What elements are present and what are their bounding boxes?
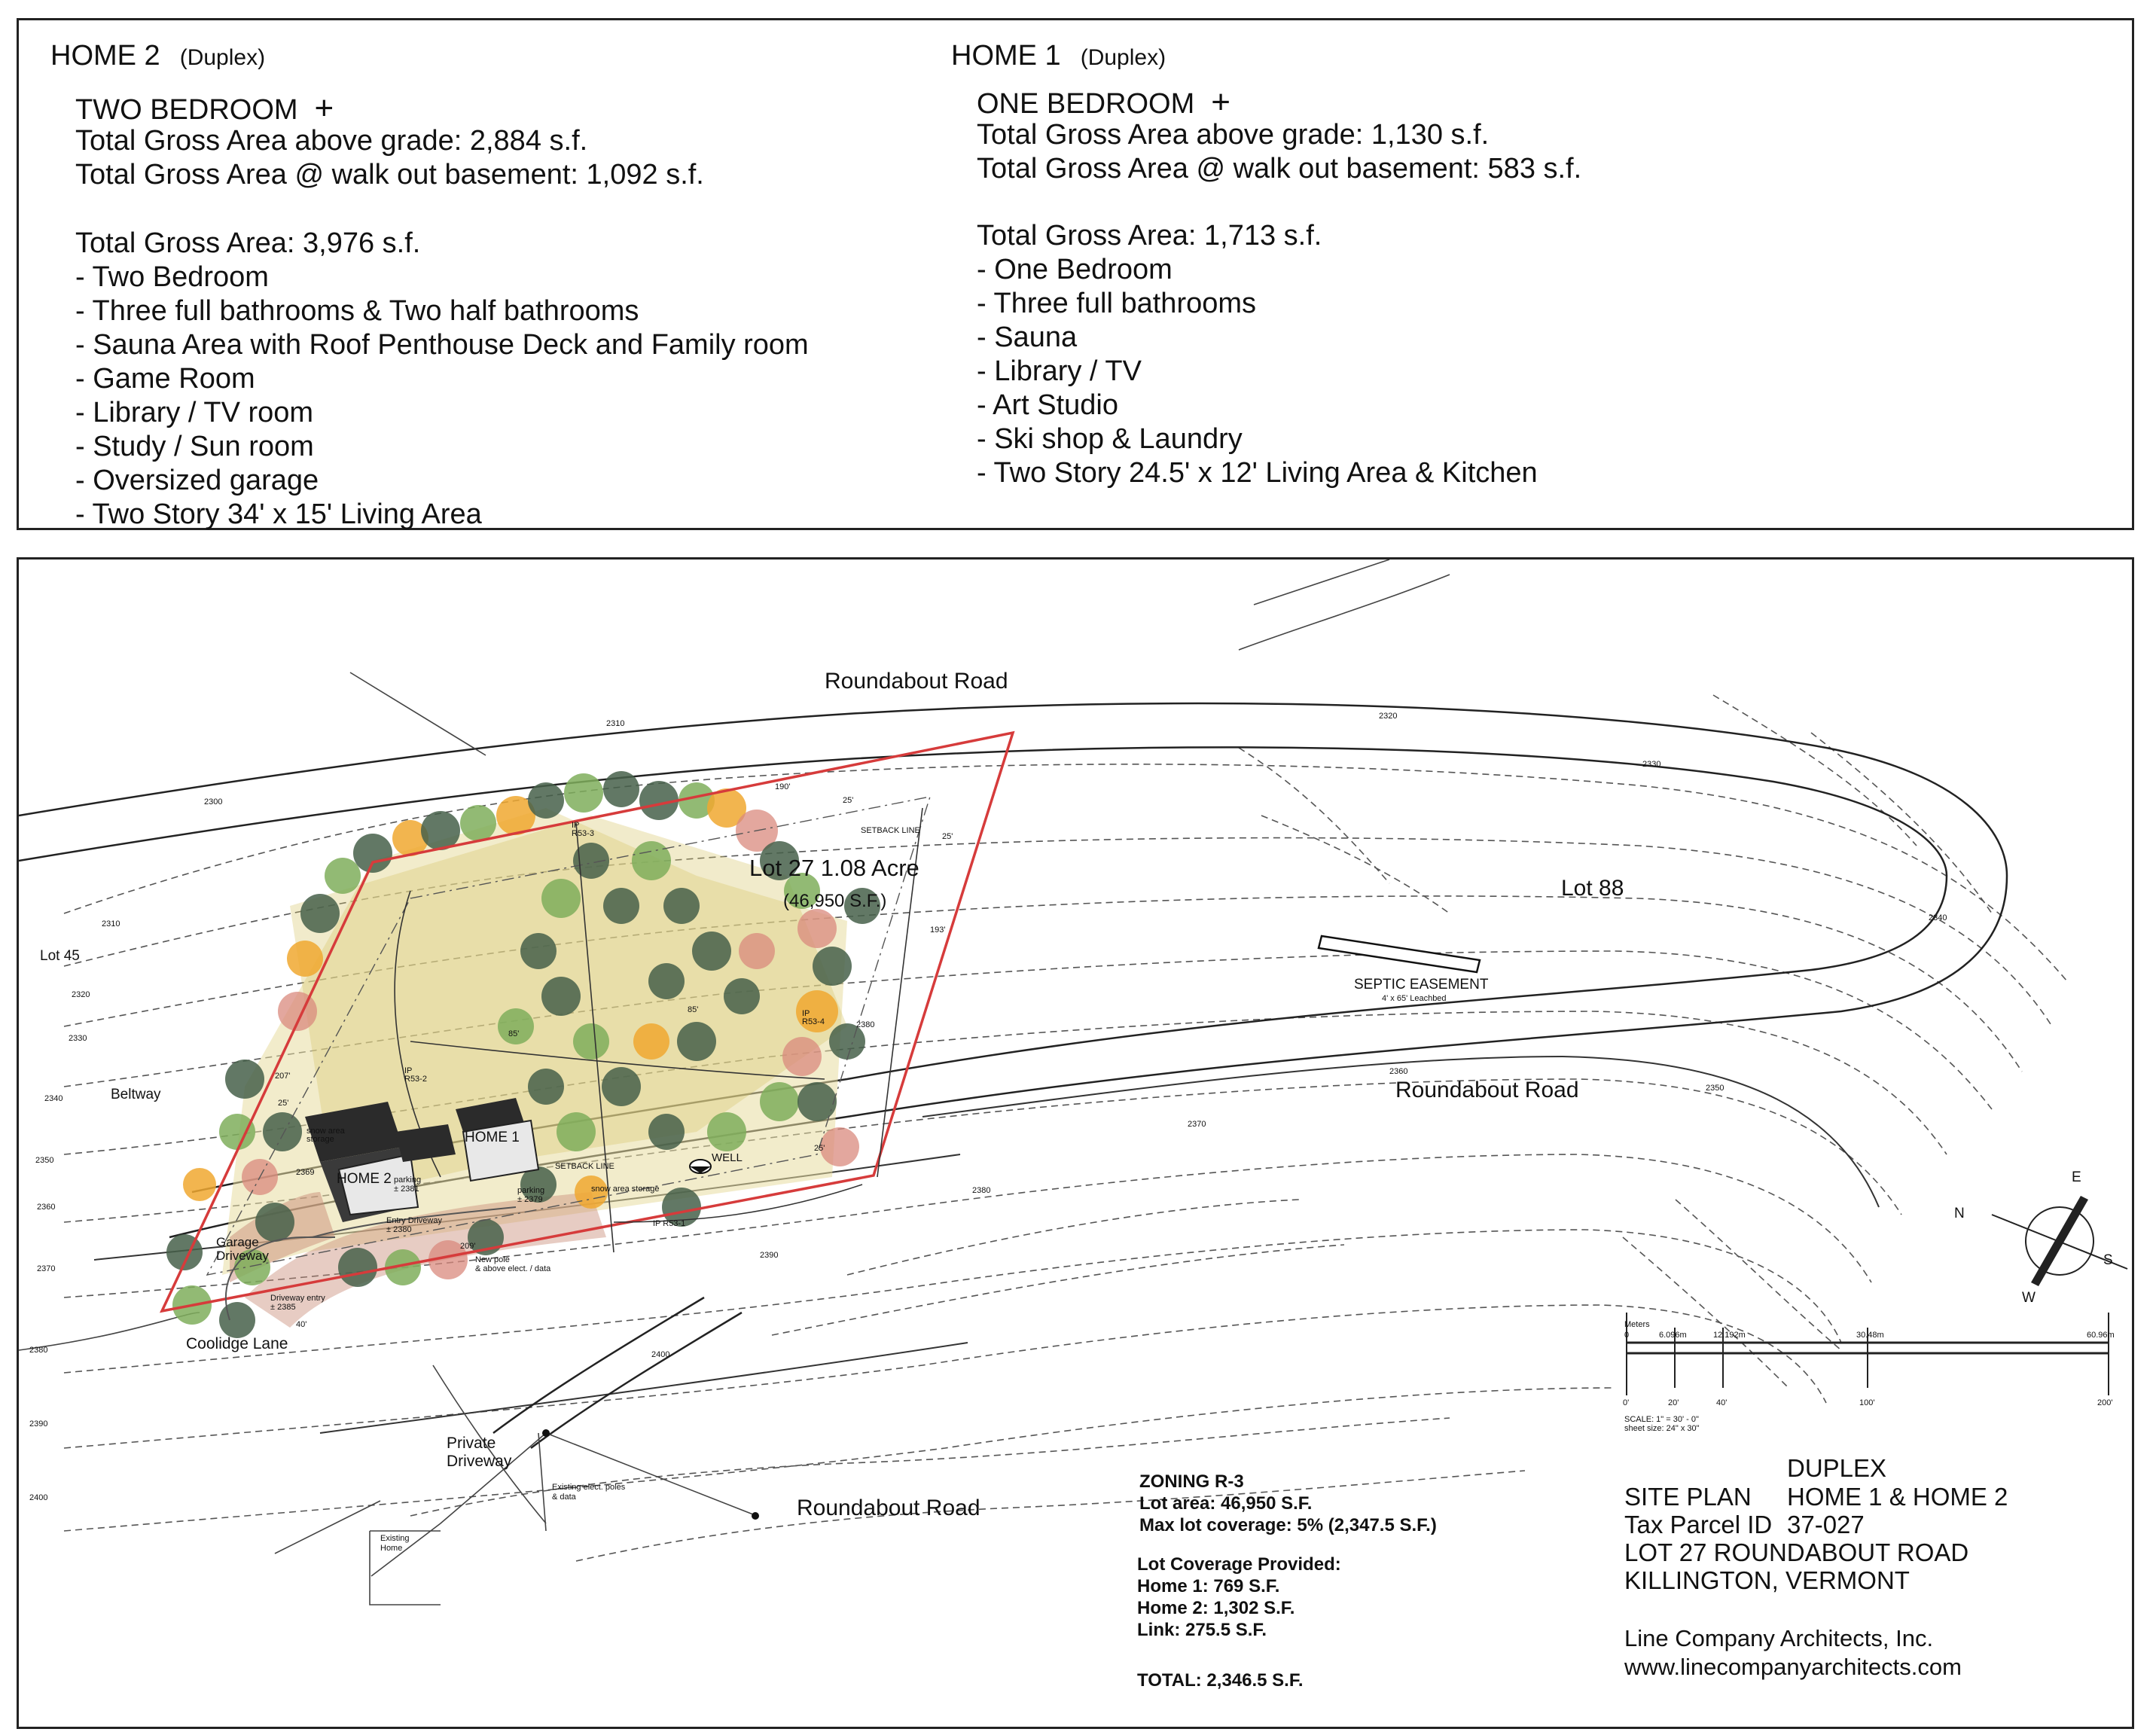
firm-url[interactable]: www.linecompanyarchitects.com [1624,1654,1962,1680]
scale-units: Meters [1624,1320,1650,1329]
home1-bedroom-label: ONE BEDROOM [977,88,1195,120]
contour-label: 2370 [37,1264,56,1273]
new-pole-label [475,1255,550,1273]
entry-driveway-line1: Entry Driveway [386,1216,442,1225]
entry-driveway-label [386,1216,442,1234]
garage-driveway-line1: Garage [216,1235,259,1249]
zoning-max-coverage: Max lot coverage: 5% (2,347.5 S.F.) [1139,1515,1437,1535]
private-driveway-line1: Private [447,1435,496,1452]
home2-area-total: Total Gross Area: 3,976 s.f. [75,227,421,259]
contour-label: 2380 [29,1346,48,1355]
contour-label: 2360 [37,1203,56,1212]
beltway-label: Beltway [111,1087,161,1102]
home1-heading [951,40,1166,72]
dimension-209: 209' [460,1242,476,1251]
home-1-label: HOME 1 [465,1130,520,1145]
elevation-2369: 2369 [296,1168,315,1177]
contour-label: 2300 [204,797,223,807]
scale-note [1624,1415,1700,1433]
dimension-40: 40' [296,1320,307,1329]
scale-metric-label: 0 [1624,1331,1630,1340]
title-duplex: DUPLEX [1787,1454,1887,1482]
home2-title: HOME 2 [50,40,160,72]
contour-label: 2350 [35,1156,54,1165]
contour-label: 2390 [29,1419,48,1429]
setback-label-top: SETBACK LINE [861,826,920,835]
home1-plus: + [1211,84,1230,120]
parking-1-elevation: ± 2381 [394,1185,419,1194]
contour-label: 2400 [29,1493,48,1502]
home1-area-total: Total Gross Area: 1,713 s.f. [977,220,1322,252]
contour-label: 2360 [1389,1067,1408,1076]
coverage-home2: Home 2: 1,302 S.F. [1137,1598,1295,1618]
existing-poles-line1: Existing elect. poles [552,1483,626,1492]
home2-areas [75,124,704,192]
contour-label: 2400 [651,1350,670,1359]
existing-poles-line2: & data [552,1493,576,1502]
scale-note-line2: sheet size: 24" x 30" [1624,1424,1700,1433]
scale-feet-label: 40' [1716,1398,1728,1407]
parking-2-line1: parking [517,1186,545,1195]
dimension-85-a: 85' [508,1029,520,1038]
contour-label: 2310 [102,919,120,928]
home2-plus: + [314,90,334,127]
dimension-25-c: 25' [814,1144,825,1153]
dimension-25-a: 25' [843,796,854,805]
parking-2-elevation: ± 2379 [517,1195,543,1204]
program-panel [17,18,2134,530]
parking-1-line1: parking [394,1175,422,1185]
home2-feature: - Three full bathrooms & Two half bathrooms [75,295,639,327]
parking-label-1 [394,1175,421,1194]
home2-heading [50,40,265,72]
scale-feet-label: 0' [1623,1398,1630,1407]
contour-label: 2310 [606,719,625,728]
dimension-193: 193' [930,925,946,935]
compass-s: S [2103,1252,2113,1268]
road-label-top: Roundabout Road [825,669,1008,694]
dimension-25-d: 25' [278,1099,289,1108]
coverage-provided: Lot Coverage Provided: [1137,1554,1341,1575]
home1-feature: - Library / TV [977,355,1142,387]
dimension-25-b: 25' [942,832,953,841]
home2-features [75,227,809,532]
home2-feature: - Study / Sun room [75,431,314,462]
garage-driveway-label [216,1236,269,1263]
parking-label-2 [517,1186,544,1204]
home2-feature: - Game Room [75,363,255,395]
lot-88-label: Lot 88 [1561,876,1624,901]
setback-label-bottom: SETBACK LINE [555,1162,614,1171]
lot-27-label: Lot 27 1.08 Acre [749,855,919,881]
driveway-entry-elevation: ± 2385 [270,1303,296,1312]
home2-feature: - Oversized garage [75,465,319,496]
contour-label: 2340 [44,1094,63,1103]
contour-label: 2370 [1188,1120,1206,1129]
home2-bedroom [75,90,334,127]
contour-label: 2350 [1706,1084,1724,1093]
home1-feature: - Three full bathrooms [977,288,1257,319]
private-driveway-label [447,1435,511,1471]
new-pole-line1: New pole [475,1255,510,1264]
scale-note-line1: SCALE: 1" = 30' - 0" [1624,1415,1699,1424]
home1-type: (Duplex) [1080,45,1166,70]
home2-feature: - Two Bedroom [75,261,269,293]
zoning-title: ZONING R-3 [1139,1471,1244,1492]
private-driveway-line2: Driveway [447,1453,512,1470]
title-town: KILLINGTON, VERMONT [1624,1566,1910,1594]
zoning-lot-area: Lot area: 46,950 S.F. [1139,1493,1313,1514]
septic-leachbed-label: 4' x 65' Leachbed [1382,994,1447,1003]
scale-feet-label: 100' [1859,1398,1875,1407]
iron-pin-2-line2: R53-2 [404,1075,427,1084]
contour-label: 2330 [69,1034,87,1043]
scale-bar [1627,1313,2109,1395]
contour-label: 2320 [72,990,90,999]
compass-e: E [2072,1169,2081,1185]
north-arrow-icon [1992,1196,2127,1286]
compass-n: N [1954,1206,1965,1221]
snow-storage-label-2: snow area storage [591,1185,660,1194]
driveway-entry-label [270,1294,325,1312]
iron-pin-3-line2: R53-4 [802,1017,825,1026]
title-tax-id: 37-027 [1787,1511,1865,1538]
home1-area-basement: Total Gross Area @ walk out basement: 583 s.f. [977,153,1582,184]
iron-pin-r53-3 [572,822,594,838]
iron-pin-1-line1: IP [572,821,580,830]
contour-label: 2330 [1642,760,1661,769]
driveway-entry-line1: Driveway entry [270,1294,325,1303]
iron-pin-r53-1: IP R53-1 [653,1219,686,1228]
contour-label: 2320 [1379,712,1398,721]
home2-feature: - Sauna Area with Roof Penthouse Deck and Family room [75,329,809,361]
firm-name: Line Company Architects, Inc. [1624,1625,1934,1651]
coverage-home1: Home 1: 769 S.F. [1137,1576,1280,1596]
well-label: WELL [712,1151,743,1164]
scale-metric-label: 30.48m [1856,1331,1884,1340]
home-2-label: HOME 2 [337,1171,392,1187]
home2-area-basement: Total Gross Area @ walk out basement: 1,092 s.f. [75,159,704,191]
home1-feature: - Ski shop & Laundry [977,423,1243,455]
scale-feet-label: 200' [2097,1398,2113,1407]
dimension-207: 207' [275,1072,291,1081]
home1-title: HOME 1 [951,40,1061,72]
existing-home-line1: Existing [380,1534,410,1543]
home2-area-above: Total Gross Area above grade: 2,884 s.f. [75,125,588,157]
coverage-link: Link: 275.5 S.F. [1137,1620,1267,1640]
lot-45-label: Lot 45 [40,948,80,964]
title-site-plan: SITE PLAN [1624,1483,1752,1511]
contour-label: 2380 [856,1020,875,1029]
iron-pin-2-line1: IP [404,1066,413,1075]
home2-feature: - Two Story 34' x 15' Living Area [75,499,482,530]
contour-label: 2390 [760,1251,779,1260]
site-plan-panel [17,557,2134,1729]
snow-storage-line1: snow area [306,1127,345,1136]
iron-pin-r53-2 [404,1067,427,1084]
contour-label: 2340 [1929,913,1947,922]
lot-27-area: (46,950 S.F.) [783,891,887,911]
home2-bedroom-label: TWO BEDROOM [75,94,298,126]
home1-feature: - Art Studio [977,389,1118,421]
septic-easement-label: SEPTIC EASEMENT [1354,977,1489,993]
dimension-190: 190' [775,782,791,791]
dimension-85-b: 85' [688,1005,699,1014]
title-homes: HOME 1 & HOME 2 [1787,1483,2008,1511]
home1-areas [977,118,1581,186]
scale-metric-label: 6.096m [1659,1331,1687,1340]
home1-area-above: Total Gross Area above grade: 1,130 s.f. [977,119,1490,151]
septic-easement-box [1319,936,1480,972]
home1-feature: - Sauna [977,322,1078,353]
home1-bedroom [977,84,1230,121]
home2-type: (Duplex) [179,45,266,70]
existing-home-label [380,1534,410,1554]
contour-label: 2380 [972,1186,991,1195]
zoning-block [1139,1471,1437,1536]
scale-feet-label: 20' [1668,1398,1679,1407]
garage-driveway-line2: Driveway [216,1249,269,1263]
lot-coverage-block [1137,1554,1341,1641]
iron-pin-1-line2: R53-3 [572,829,594,838]
home2-feature: - Library / TV room [75,397,314,428]
iron-pin-3-line1: IP [802,1009,810,1018]
snow-storage-line2: storage [306,1135,334,1144]
snow-storage-label [306,1127,345,1144]
home1-features [977,219,1538,490]
scale-metric-label: 60.96m [2087,1331,2115,1340]
existing-home-line2: Home [380,1544,403,1553]
existing-poles-label [552,1483,625,1502]
scale-metric-label: 12.192m [1713,1331,1746,1340]
coverage-total: TOTAL: 2,346.5 S.F. [1137,1670,1304,1691]
coolidge-lane-label: Coolidge Lane [186,1335,288,1352]
entry-driveway-elevation: ± 2380 [386,1225,412,1234]
iron-pin-r53-4 [802,1010,825,1026]
new-pole-line2: & above elect. / data [475,1264,551,1273]
well-icon [690,1160,711,1173]
compass-w: W [2022,1290,2036,1306]
title-tax-label: Tax Parcel ID [1624,1511,1773,1538]
road-label-bottom: Roundabout Road [797,1496,980,1520]
title-lot: LOT 27 ROUNDABOUT ROAD [1624,1538,1969,1566]
vegetation [222,808,847,1328]
road-label-middle: Roundabout Road [1395,1078,1579,1102]
home1-feature: - Two Story 24.5' x 12' Living Area & Kitchen [977,457,1538,489]
home1-feature: - One Bedroom [977,254,1173,285]
